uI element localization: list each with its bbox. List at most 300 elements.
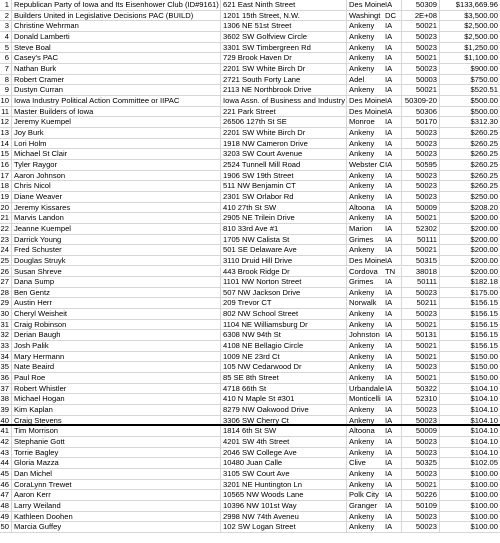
- state-cell[interactable]: IA: [384, 320, 402, 330]
- zip-cell[interactable]: 50023: [402, 288, 440, 298]
- state-cell[interactable]: IA: [384, 245, 402, 255]
- city-cell[interactable]: Ankeny: [347, 128, 402, 138]
- state-cell[interactable]: IA: [384, 149, 402, 159]
- name-cell[interactable]: Fred Schuster: [12, 245, 221, 255]
- name-cell[interactable]: Aaron Kerr: [12, 490, 221, 500]
- address-cell[interactable]: 501 SE Delaware Ave: [221, 245, 347, 255]
- zip-cell[interactable]: 50023: [402, 181, 440, 191]
- zip-cell[interactable]: 50021: [402, 341, 440, 351]
- city-cell[interactable]: Ankeny: [347, 139, 402, 149]
- amount-cell[interactable]: $150.00: [470, 373, 498, 383]
- address-cell[interactable]: Iowa Assn. of Business and Industry: [223, 95, 345, 105]
- address-cell[interactable]: 621 East Ninth Street: [221, 0, 347, 10]
- amount-cell[interactable]: $100.00: [470, 511, 498, 521]
- city-cell[interactable]: Grimes: [347, 277, 402, 287]
- amount-cell[interactable]: $104.10: [470, 415, 498, 425]
- zip-cell[interactable]: 50023: [402, 437, 440, 447]
- zip-cell[interactable]: 50109: [402, 501, 440, 511]
- zip-cell[interactable]: 50023: [402, 522, 440, 532]
- city-cell[interactable]: Grimes: [347, 235, 402, 245]
- amount-cell[interactable]: $250.00: [470, 191, 498, 201]
- name-cell[interactable]: Susan Shreve: [12, 267, 221, 277]
- zip-cell[interactable]: 50023: [402, 512, 440, 522]
- state-cell[interactable]: IA: [384, 224, 402, 234]
- amount-cell[interactable]: $104.10: [470, 437, 498, 447]
- state-cell[interactable]: IA: [384, 117, 402, 127]
- amount-cell[interactable]: $2,500.00: [464, 21, 498, 31]
- address-cell[interactable]: 4718 66th St: [221, 384, 347, 394]
- address-cell[interactable]: 1906 SW 19th Street: [221, 171, 347, 181]
- name-cell[interactable]: Nathan Burk: [12, 64, 221, 74]
- address-cell[interactable]: 1705 NW Calista St: [221, 235, 347, 245]
- amount-cell[interactable]: $260.25: [470, 127, 498, 137]
- name-cell[interactable]: Marcia Guffey: [12, 522, 221, 532]
- zip-cell[interactable]: 50003: [402, 75, 440, 85]
- city-cell[interactable]: Ankeny: [347, 245, 402, 255]
- name-cell[interactable]: Torrie Bagley: [12, 448, 221, 458]
- city-cell[interactable]: Ankeny: [347, 149, 402, 159]
- zip-cell[interactable]: 50021: [402, 53, 440, 63]
- address-cell[interactable]: 3306 SW Cherry Ct: [221, 416, 347, 425]
- city-cell[interactable]: Urbandale: [347, 384, 402, 394]
- amount-cell[interactable]: $500.00: [470, 106, 498, 116]
- city-cell[interactable]: Ankeny: [347, 85, 402, 95]
- zip-cell[interactable]: 50111: [402, 235, 440, 245]
- amount-cell[interactable]: $102.05: [470, 458, 498, 468]
- state-cell[interactable]: TN: [384, 267, 402, 277]
- name-cell[interactable]: Dan Michel: [12, 469, 221, 479]
- state-cell[interactable]: IA: [384, 203, 402, 213]
- state-cell[interactable]: IA: [384, 32, 402, 42]
- name-cell[interactable]: Iowa Industry Political Action Committee or IIPAC: [12, 96, 221, 106]
- city-cell[interactable]: Ankeny: [347, 352, 402, 362]
- name-cell[interactable]: Casey's PAC: [12, 53, 221, 63]
- zip-cell[interactable]: 50009: [402, 203, 440, 213]
- city-cell[interactable]: Ankeny: [347, 43, 402, 53]
- name-cell[interactable]: Chris Nicol: [12, 181, 221, 191]
- address-cell[interactable]: 3203 SW Court Avenue: [221, 149, 347, 159]
- amount-cell[interactable]: $156.15: [470, 298, 498, 308]
- zip-cell[interactable]: 50023: [402, 32, 440, 42]
- address-cell[interactable]: 443 Brook Ridge Dr: [221, 267, 347, 277]
- name-cell[interactable]: Douglas Struyk: [12, 256, 221, 266]
- city-cell[interactable]: Ankeny: [347, 171, 402, 181]
- state-cell[interactable]: IA: [384, 458, 402, 468]
- name-cell[interactable]: Kim Kaplan: [12, 405, 221, 415]
- amount-cell[interactable]: $1,100.00: [464, 53, 498, 63]
- zip-cell[interactable]: 50111: [402, 277, 440, 287]
- state-cell[interactable]: IA: [384, 416, 402, 425]
- address-cell[interactable]: 1814 6th St SW: [221, 426, 347, 436]
- zip-cell[interactable]: 50021: [402, 245, 440, 255]
- zip-cell[interactable]: 50023: [402, 149, 440, 159]
- amount-cell[interactable]: $100.00: [470, 479, 498, 489]
- amount-cell[interactable]: $104.10: [470, 405, 498, 415]
- zip-cell[interactable]: 50023: [402, 309, 440, 319]
- name-cell[interactable]: Jeanne Kuempel: [12, 224, 221, 234]
- amount-cell[interactable]: $200.00: [470, 245, 498, 255]
- city-cell[interactable]: Monroe: [347, 117, 402, 127]
- zip-cell[interactable]: 50023: [402, 469, 440, 479]
- address-cell[interactable]: 802 NW School Street: [221, 309, 347, 319]
- zip-cell[interactable]: 50023: [402, 171, 440, 181]
- amount-cell[interactable]: $900.00: [470, 63, 498, 73]
- amount-cell[interactable]: $100.00: [470, 469, 498, 479]
- zip-cell[interactable]: 50023: [402, 43, 440, 53]
- state-cell[interactable]: IA: [384, 288, 402, 298]
- zip-cell[interactable]: 50023: [402, 128, 440, 138]
- name-cell[interactable]: Jeremy Kuempel: [12, 117, 221, 127]
- city-cell[interactable]: Des Moine: [347, 107, 402, 117]
- name-cell[interactable]: Donald Lamberti: [12, 32, 221, 42]
- state-cell[interactable]: IA: [384, 213, 402, 223]
- address-cell[interactable]: 511 NW Benjamin CT: [221, 181, 347, 191]
- state-cell[interactable]: IA: [384, 501, 402, 511]
- amount-cell[interactable]: $100.00: [470, 490, 498, 500]
- state-cell[interactable]: IA: [384, 426, 402, 436]
- zip-cell[interactable]: 50023: [402, 448, 440, 458]
- state-cell[interactable]: IA: [384, 64, 402, 74]
- state-cell[interactable]: IA: [384, 128, 402, 138]
- state-cell[interactable]: IA: [384, 330, 402, 340]
- amount-cell[interactable]: $200.00: [470, 234, 498, 244]
- address-cell[interactable]: 410 27th St SW: [221, 203, 347, 213]
- address-cell[interactable]: 3201 NE Huntington Ln: [221, 480, 347, 490]
- name-cell[interactable]: Dustyn Curran: [12, 85, 221, 95]
- amount-cell[interactable]: $200.00: [470, 255, 498, 265]
- city-cell[interactable]: Des Moine: [347, 256, 402, 266]
- address-cell[interactable]: 2998 NW 74th Aveneu: [221, 512, 347, 522]
- state-cell[interactable]: IA: [384, 480, 402, 490]
- zip-cell[interactable]: 50021: [402, 320, 440, 330]
- zip-cell[interactable]: 50023: [402, 64, 440, 74]
- city-cell[interactable]: Marion: [347, 224, 402, 234]
- amount-cell[interactable]: $104.10: [470, 447, 498, 457]
- name-cell[interactable]: Steve Boal: [12, 43, 221, 53]
- address-cell[interactable]: 10480 Juan Calle: [221, 458, 347, 468]
- address-cell[interactable]: 2113 NE Northbrook Drive: [221, 85, 347, 95]
- name-cell[interactable]: Robert Whistler: [12, 384, 221, 394]
- amount-cell[interactable]: $100.00: [470, 522, 498, 532]
- city-cell[interactable]: Des Moine: [347, 96, 402, 106]
- zip-cell[interactable]: 50023: [402, 139, 440, 149]
- amount-cell[interactable]: $175.00: [470, 287, 498, 297]
- address-cell[interactable]: 1009 NE 23rd Ct: [221, 352, 347, 362]
- address-cell[interactable]: 1306 NE 51st Street: [221, 21, 347, 31]
- amount-cell[interactable]: $260.25: [470, 159, 498, 169]
- city-cell[interactable]: Ankeny: [347, 512, 402, 522]
- state-cell[interactable]: IA: [384, 235, 402, 245]
- zip-cell[interactable]: 50322: [402, 384, 440, 394]
- name-cell[interactable]: Larry Weiland: [12, 501, 221, 511]
- amount-cell[interactable]: $150.00: [470, 351, 498, 361]
- state-cell[interactable]: IA: [384, 96, 402, 106]
- city-cell[interactable]: Ankeny: [347, 362, 402, 372]
- amount-cell[interactable]: $104.10: [470, 383, 498, 393]
- city-cell[interactable]: Cordova: [347, 267, 402, 277]
- address-cell[interactable]: 1201 15th Street, N.W.: [221, 11, 347, 21]
- address-cell[interactable]: 209 Trevor CT: [221, 298, 347, 308]
- zip-cell[interactable]: 50023: [402, 416, 440, 425]
- state-cell[interactable]: IA: [384, 341, 402, 351]
- amount-cell[interactable]: $182.18: [470, 277, 498, 287]
- amount-cell[interactable]: $750.00: [470, 74, 498, 84]
- amount-cell[interactable]: $260.25: [470, 149, 498, 159]
- city-cell[interactable]: Polk City: [347, 490, 402, 500]
- address-cell[interactable]: 3301 SW Timbergreen Rd: [221, 43, 347, 53]
- name-cell[interactable]: Derian Baugh: [12, 330, 221, 340]
- amount-cell[interactable]: $150.00: [470, 362, 498, 372]
- address-cell[interactable]: 2301 SW Orlabor Rd: [221, 192, 347, 202]
- city-cell[interactable]: Des Moine: [347, 0, 402, 10]
- state-cell[interactable]: IA: [384, 362, 402, 372]
- zip-cell[interactable]: 50226: [402, 490, 440, 500]
- state-cell[interactable]: IA: [384, 181, 402, 191]
- state-cell[interactable]: IA: [384, 160, 402, 170]
- zip-cell[interactable]: 50023: [402, 192, 440, 202]
- amount-cell[interactable]: $133,669.96: [455, 0, 498, 9]
- amount-cell[interactable]: $104.10: [470, 426, 498, 436]
- address-cell[interactable]: 1104 NE Williamsburg Dr: [221, 320, 347, 330]
- name-cell[interactable]: Michael Hogan: [12, 394, 221, 404]
- address-cell[interactable]: 2201 SW White Birch Dr: [221, 64, 347, 74]
- amount-cell[interactable]: $3,500.00: [464, 10, 498, 20]
- name-cell[interactable]: Master Builders of Iowa: [12, 107, 221, 117]
- city-cell[interactable]: Ankeny: [347, 32, 402, 42]
- state-cell[interactable]: IA: [384, 522, 402, 532]
- city-cell[interactable]: Ankeny: [347, 405, 402, 415]
- address-cell[interactable]: 2721 South Forty Lane: [221, 75, 347, 85]
- amount-cell[interactable]: $156.15: [470, 341, 498, 351]
- zip-cell[interactable]: 50306: [402, 107, 440, 117]
- name-cell[interactable]: Mary Hermann: [12, 352, 221, 362]
- zip-cell[interactable]: 50170: [402, 117, 440, 127]
- zip-cell[interactable]: 50211: [402, 298, 440, 308]
- address-cell[interactable]: 26506 127th St SE: [221, 117, 347, 127]
- address-cell[interactable]: 2524 Tunnell Mill Road: [221, 160, 347, 170]
- state-cell[interactable]: IA: [384, 277, 402, 287]
- state-cell[interactable]: IA: [384, 298, 402, 308]
- state-cell[interactable]: IA: [384, 373, 402, 383]
- state-cell[interactable]: IA: [384, 0, 402, 10]
- zip-cell[interactable]: 50595: [402, 160, 440, 170]
- state-cell[interactable]: IA: [384, 21, 402, 31]
- state-cell[interactable]: IA: [384, 394, 402, 404]
- city-cell[interactable]: Clive: [347, 458, 402, 468]
- address-cell[interactable]: 2046 SW College Ave: [221, 448, 347, 458]
- state-cell[interactable]: IA: [384, 171, 402, 181]
- state-cell[interactable]: IA: [384, 352, 402, 362]
- city-cell[interactable]: Ankeny: [347, 341, 402, 351]
- state-cell[interactable]: IA: [384, 437, 402, 447]
- address-cell[interactable]: 105 NW Cedarwood Dr: [221, 362, 347, 372]
- address-cell[interactable]: 4201 SW 4th Street: [221, 437, 347, 447]
- amount-cell[interactable]: $104.10: [470, 394, 498, 404]
- name-cell[interactable]: Tim Morrison: [12, 426, 221, 436]
- zip-cell[interactable]: 50309: [402, 0, 440, 10]
- address-cell[interactable]: 1918 NW Cameron Drive: [221, 139, 347, 149]
- zip-cell[interactable]: 52302: [402, 224, 440, 234]
- city-cell[interactable]: Monticelli: [347, 394, 402, 404]
- address-cell[interactable]: 507 NW Jackson Drive: [221, 288, 347, 298]
- zip-cell[interactable]: 50021: [402, 352, 440, 362]
- address-cell[interactable]: 3105 SW Court Ave: [221, 469, 347, 479]
- zip-cell[interactable]: 50023: [402, 362, 440, 372]
- name-cell[interactable]: Kathleen Doohen: [12, 512, 221, 522]
- state-cell[interactable]: IA: [384, 192, 402, 202]
- name-cell[interactable]: Cheryl Weisheit: [12, 309, 221, 319]
- address-cell[interactable]: 4108 NE Bellagio Circle: [221, 341, 347, 351]
- city-cell[interactable]: Adel: [347, 75, 402, 85]
- amount-cell[interactable]: $156.15: [470, 309, 498, 319]
- amount-cell[interactable]: $156.15: [470, 319, 498, 329]
- city-cell[interactable]: Ankeny: [347, 181, 402, 191]
- state-cell[interactable]: IA: [384, 448, 402, 458]
- name-cell[interactable]: Robert Cramer: [12, 75, 221, 85]
- state-cell[interactable]: IA: [384, 490, 402, 500]
- state-cell[interactable]: IA: [384, 43, 402, 53]
- name-cell[interactable]: Lori Holm: [12, 139, 221, 149]
- city-cell[interactable]: Altoona: [347, 426, 402, 436]
- zip-cell[interactable]: 50021: [402, 213, 440, 223]
- name-cell[interactable]: Jeremy Kissares: [12, 203, 221, 213]
- city-cell[interactable]: Norwalk: [347, 298, 402, 308]
- zip-cell[interactable]: 50021: [402, 85, 440, 95]
- state-cell[interactable]: IA: [384, 53, 402, 63]
- name-cell[interactable]: Aaron Johnson: [12, 171, 221, 181]
- city-cell[interactable]: Ankeny: [347, 288, 402, 298]
- address-cell[interactable]: 10565 NW Woods Lane: [221, 490, 347, 500]
- city-cell[interactable]: Ankeny: [347, 213, 402, 223]
- name-cell[interactable]: Marvis Landon: [12, 213, 221, 223]
- name-cell[interactable]: CoraLynn Trewet: [12, 480, 221, 490]
- zip-cell[interactable]: 50023: [402, 405, 440, 415]
- name-cell[interactable]: Stephanie Gott: [12, 437, 221, 447]
- city-cell[interactable]: Ankeny: [347, 309, 402, 319]
- zip-cell[interactable]: 50021: [402, 373, 440, 383]
- address-cell[interactable]: 410 N Maple St #301: [221, 394, 347, 404]
- state-cell[interactable]: IA: [384, 384, 402, 394]
- city-cell[interactable]: Ankeny: [347, 21, 402, 31]
- city-cell[interactable]: Ankeny: [347, 64, 402, 74]
- address-cell[interactable]: 3602 SW Golfview Circle: [221, 32, 347, 42]
- amount-cell[interactable]: $156.15: [470, 330, 498, 340]
- address-cell[interactable]: 1101 NW Norton Street: [221, 277, 347, 287]
- state-cell[interactable]: IA: [384, 85, 402, 95]
- zip-cell[interactable]: 50009: [402, 426, 440, 436]
- address-cell[interactable]: 102 SW Logan Street: [221, 522, 347, 532]
- state-cell[interactable]: IA: [384, 309, 402, 319]
- state-cell[interactable]: IA: [384, 139, 402, 149]
- name-cell[interactable]: Gloria Mazza: [12, 458, 221, 468]
- amount-cell[interactable]: $520.51: [470, 85, 498, 95]
- address-cell[interactable]: 2201 SW White Birch Dr: [221, 128, 347, 138]
- zip-cell[interactable]: 50131: [402, 330, 440, 340]
- address-cell[interactable]: 221 Park Street: [221, 107, 347, 117]
- address-cell[interactable]: 10396 NW 101st Way: [221, 501, 347, 511]
- zip-cell[interactable]: 50021: [402, 480, 440, 490]
- name-cell[interactable]: Nate Beaird: [12, 362, 221, 372]
- name-cell[interactable]: Paul Roe: [12, 373, 221, 383]
- address-cell[interactable]: 85 SE 8th Street: [221, 373, 347, 383]
- name-cell[interactable]: Diane Weaver: [12, 192, 221, 202]
- zip-cell[interactable]: 38018: [402, 267, 440, 277]
- city-cell[interactable]: Ankeny: [347, 320, 402, 330]
- amount-cell[interactable]: $312.30: [470, 117, 498, 127]
- city-cell[interactable]: Ankeny: [347, 448, 402, 458]
- zip-cell[interactable]: 52310: [402, 394, 440, 404]
- city-cell[interactable]: Ankeny: [347, 469, 402, 479]
- address-cell[interactable]: 2905 NE Trilein Drive: [221, 213, 347, 223]
- name-cell[interactable]: Darrick Young: [12, 235, 221, 245]
- state-cell[interactable]: IA: [384, 107, 402, 117]
- zip-cell[interactable]: 50325: [402, 458, 440, 468]
- zip-cell[interactable]: 50021: [402, 21, 440, 31]
- zip-cell[interactable]: 50315: [402, 256, 440, 266]
- city-cell[interactable]: Ankeny: [347, 437, 402, 447]
- city-cell[interactable]: Ankeny: [347, 192, 402, 202]
- state-cell[interactable]: IA: [384, 405, 402, 415]
- city-cell[interactable]: Ankeny: [347, 480, 402, 490]
- address-cell[interactable]: 729 Brook Haven Dr: [221, 53, 347, 63]
- city-cell[interactable]: Webster C: [347, 160, 402, 170]
- zip-cell[interactable]: 50309-20: [402, 96, 440, 106]
- amount-cell[interactable]: $260.25: [470, 170, 498, 180]
- address-cell[interactable]: 6308 NW 94th St: [221, 330, 347, 340]
- amount-cell[interactable]: $208.20: [470, 202, 498, 212]
- amount-cell[interactable]: $200.00: [470, 213, 498, 223]
- name-cell[interactable]: Christine Wehrman: [12, 21, 221, 31]
- city-cell[interactable]: Ankeny: [347, 416, 402, 425]
- name-cell[interactable]: Tyler Raygor: [12, 160, 221, 170]
- amount-cell[interactable]: $2,500.00: [464, 31, 498, 41]
- city-cell[interactable]: Ankeny: [347, 522, 402, 532]
- state-cell[interactable]: IA: [384, 512, 402, 522]
- zip-cell[interactable]: 2E+08: [402, 11, 440, 21]
- city-cell[interactable]: Granger: [347, 501, 402, 511]
- city-cell[interactable]: Altoona: [347, 203, 402, 213]
- city-cell[interactable]: Johnston: [347, 330, 402, 340]
- amount-cell[interactable]: $1,250.00: [464, 42, 498, 52]
- name-cell[interactable]: Dana Sump: [12, 277, 221, 287]
- state-cell[interactable]: IA: [384, 256, 402, 266]
- name-cell[interactable]: Josh Palik: [12, 341, 221, 351]
- state-cell[interactable]: DC: [384, 11, 402, 21]
- address-cell[interactable]: 8279 NW Oakwood Drive: [221, 405, 347, 415]
- name-cell[interactable]: Austin Herr: [12, 298, 221, 308]
- amount-cell[interactable]: $200.00: [470, 223, 498, 233]
- amount-cell[interactable]: $260.25: [470, 181, 498, 191]
- name-cell[interactable]: Republican Party of Iowa and Its Eisenhower Club (ID#9161): [12, 0, 221, 10]
- name-cell[interactable]: Michael St Clair: [12, 149, 221, 159]
- state-cell[interactable]: IA: [384, 75, 402, 85]
- name-cell[interactable]: Builders United in Legislative Decisions PAC (BUILD): [12, 11, 221, 21]
- city-cell[interactable]: Washingt: [347, 11, 402, 21]
- amount-cell[interactable]: $200.00: [470, 266, 498, 276]
- name-cell[interactable]: Joy Burk: [12, 128, 221, 138]
- address-cell[interactable]: 3110 Druid Hill Drive: [221, 256, 347, 266]
- address-cell[interactable]: 810 33rd Ave #1: [221, 224, 347, 234]
- state-cell[interactable]: IA: [384, 469, 402, 479]
- amount-cell[interactable]: $500.00: [470, 95, 498, 105]
- amount-cell[interactable]: $260.25: [470, 138, 498, 148]
- name-cell[interactable]: Ben Gentz: [12, 288, 221, 298]
- amount-cell[interactable]: $100.00: [470, 501, 498, 511]
- city-cell[interactable]: Ankeny: [347, 373, 402, 383]
- city-cell[interactable]: Ankeny: [347, 53, 402, 63]
- name-cell[interactable]: Craig Stevens: [12, 416, 221, 425]
- name-cell[interactable]: Craig Robinson: [12, 320, 221, 330]
